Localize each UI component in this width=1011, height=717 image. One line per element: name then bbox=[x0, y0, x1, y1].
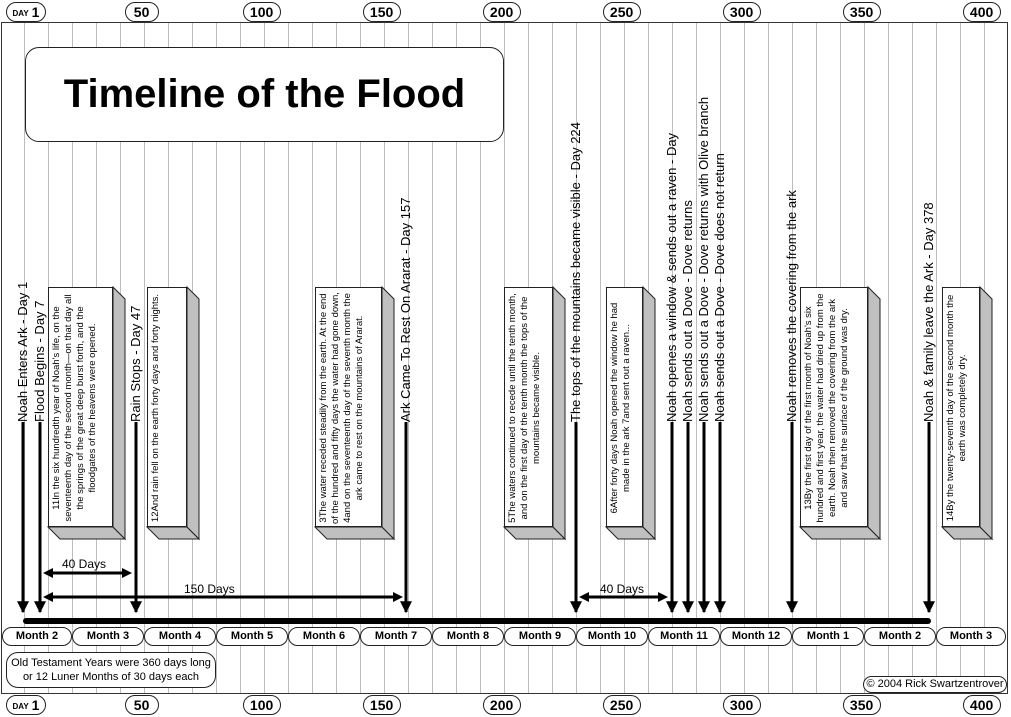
calendar-note: Old Testament Years were 360 days long or 12 Luner Months of 30 days each bbox=[6, 652, 216, 688]
day-tick-1 bbox=[6, 2, 46, 22]
day-tick-label: 350 bbox=[849, 4, 874, 20]
day-tick-200 bbox=[483, 695, 521, 715]
month-label: Month 7 bbox=[360, 627, 432, 646]
grid-line bbox=[984, 23, 985, 693]
day-tick-100 bbox=[243, 2, 281, 22]
month-label: Month 5 bbox=[216, 627, 288, 646]
day-tick-label: 1 bbox=[31, 697, 40, 713]
span-label: 40 Days bbox=[600, 582, 645, 596]
scripture-box bbox=[942, 287, 980, 527]
scripture-text: 14By the twenty-seventh day of the second month the earth was completely dry. bbox=[945, 294, 968, 522]
scripture-text: 13By the first day of the first month of Noah's six hundred and first year, the water had dried up from the earth. Noah then removed the covering from the ark and saw that the surface of the ground was dry. bbox=[803, 293, 850, 523]
event-label: Noah sends out a Dove - Dove does not return bbox=[712, 153, 727, 422]
day-tick-400 bbox=[963, 2, 1001, 22]
scripture-box bbox=[315, 287, 382, 527]
event-label: Ark Came To Rest On Ararat - Day 157 bbox=[398, 197, 413, 422]
day-tick-label: 250 bbox=[609, 697, 634, 713]
scripture-box bbox=[504, 287, 553, 527]
grid-line bbox=[744, 23, 745, 693]
day-tick-label: 300 bbox=[729, 697, 754, 713]
day-tick-label: 50 bbox=[133, 697, 150, 713]
page-title: Timeline of the Flood bbox=[25, 47, 504, 142]
event-label: Noah sends out a Dove - Dove returns bbox=[680, 200, 695, 422]
scripture-text: 11In the six hundredth year of Noah's life, on the seventeenth day of the second month—on that day all the springs of the great deep burst forth, and the floodgates of the heavens were opened. bbox=[51, 294, 98, 522]
month-label: Month 4 bbox=[144, 627, 216, 646]
day-tick-150 bbox=[363, 695, 401, 715]
day-tick-label: 300 bbox=[729, 4, 754, 20]
day-tick-400 bbox=[963, 695, 1001, 715]
day-tick-150 bbox=[363, 2, 401, 22]
grid-line bbox=[648, 23, 649, 693]
scripture-box bbox=[606, 287, 643, 527]
month-label: Month 1 bbox=[792, 627, 864, 646]
month-label: Month 3 bbox=[936, 627, 1006, 646]
day-tick-50 bbox=[125, 2, 159, 22]
day-tick-label: 400 bbox=[969, 4, 994, 20]
day-tick-label: 150 bbox=[369, 4, 394, 20]
day-tick-250 bbox=[603, 695, 641, 715]
day-tick-label: 100 bbox=[249, 697, 274, 713]
day-tick-300 bbox=[723, 695, 761, 715]
month-label: Month 10 bbox=[576, 627, 648, 646]
day-prefix: DAY bbox=[12, 702, 29, 711]
day-tick-100 bbox=[243, 695, 281, 715]
day-tick-250 bbox=[603, 2, 641, 22]
day-tick-label: 400 bbox=[969, 697, 994, 713]
scripture-box bbox=[48, 287, 113, 527]
day-tick-200 bbox=[483, 2, 521, 22]
event-label: Noah & family leave the Ark - Day 378 bbox=[921, 202, 936, 422]
scripture-text: 12And rain fell on the earth forty days and forty nights. bbox=[150, 293, 161, 523]
month-label: Month 2 bbox=[2, 627, 72, 646]
day-tick-50 bbox=[125, 695, 159, 715]
day-tick-label: 200 bbox=[489, 4, 514, 20]
month-label: Month 11 bbox=[648, 627, 720, 646]
grid-line bbox=[912, 23, 913, 693]
event-label: Noah Enters Ark - Day 1 bbox=[15, 281, 30, 422]
month-label: Month 8 bbox=[432, 627, 504, 646]
copyright-label: © 2004 Rick Swartzentrover bbox=[863, 676, 1007, 693]
grid-line bbox=[888, 23, 889, 693]
month-label: Month 12 bbox=[720, 627, 792, 646]
event-label: Flood Begins - Day 7 bbox=[32, 300, 47, 422]
month-label: Month 2 bbox=[864, 627, 936, 646]
day-tick-label: 1 bbox=[31, 4, 40, 20]
day-tick-350 bbox=[843, 2, 881, 22]
scripture-text: 6After forty days Noah opened the window he had made in the ark 7and sent out a raven... bbox=[609, 302, 632, 514]
day-tick-label: 200 bbox=[489, 697, 514, 713]
day-tick-label: 250 bbox=[609, 4, 634, 20]
span-label: 40 Days bbox=[62, 557, 107, 571]
day-tick-300 bbox=[723, 2, 761, 22]
month-label: Month 6 bbox=[288, 627, 360, 646]
day-tick-1 bbox=[6, 695, 46, 715]
month-label: Month 9 bbox=[504, 627, 576, 646]
grid-line bbox=[768, 23, 769, 693]
event-label: Rain Stops - Day 47 bbox=[128, 305, 143, 422]
span-label: 150 Days bbox=[184, 582, 235, 596]
month-label: Month 3 bbox=[72, 627, 144, 646]
day-tick-label: 350 bbox=[849, 697, 874, 713]
event-label: Noah removes the covering from the ark bbox=[784, 190, 799, 422]
event-label: Noah sends out a Dove - Dove returns with Olive branch bbox=[696, 96, 711, 422]
grid-line bbox=[936, 23, 937, 693]
day-tick-350 bbox=[843, 695, 881, 715]
event-label: The tops of the mountains became visible - Day 224 bbox=[568, 122, 583, 422]
day-tick-label: 50 bbox=[133, 4, 150, 20]
day-tick-label: 150 bbox=[369, 697, 394, 713]
day-tick-label: 100 bbox=[249, 4, 274, 20]
scripture-box bbox=[147, 287, 187, 527]
scripture-text: 3The water receded steadily from the earth. At the end of the hundred and fifty days the water had gone down, 4and on the seventeenth day of the seventh month the ark came to rest on the mountains of Ararat. bbox=[318, 292, 365, 524]
scripture-text: 5The waters continued to recede until the tenth month, and on the first day of the tenth month the tops of the mountains became visible. bbox=[507, 293, 542, 523]
day-prefix: DAY bbox=[12, 9, 29, 18]
event-label: Noah openes a window & sends out a raven - Day bbox=[664, 132, 679, 422]
scripture-box bbox=[800, 287, 868, 527]
